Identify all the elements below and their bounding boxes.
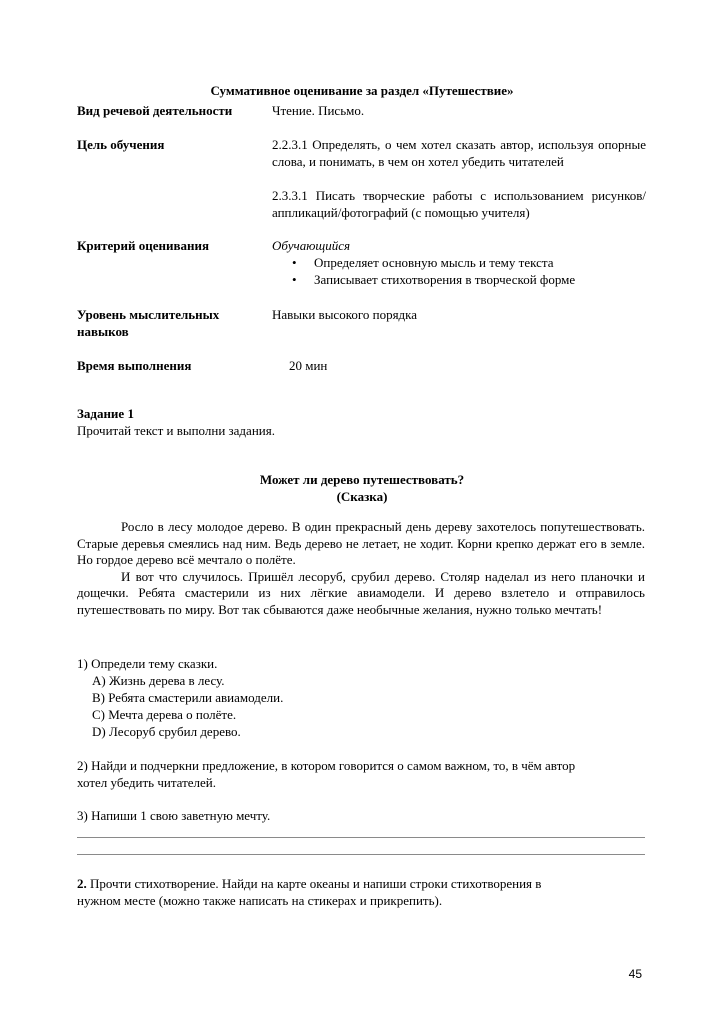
criteria-intro: Обучающийся [272, 238, 351, 253]
criteria-item: • Определяет основную мысль и тему текста [290, 254, 575, 271]
time-label: Время выполнения [77, 358, 192, 373]
answer-option: D) Лесоруб срубил дерево. [92, 724, 241, 739]
question-1-options [92, 672, 283, 740]
question-3: 3) Напиши 1 свою заветную мечту. [77, 808, 271, 823]
story-paragraph: И вот что случилось. Пришёл лесоруб, срубил дерево. Столяр наделал из него планочки и дощечки. Ребята смастерили из них лёгкие авиамодели. И дерево взлетело и отправилось путешествовать по миру. Вот так сбываются даже необычные желания, нужно только мечтать! [77, 568, 645, 617]
goal-objective-2: 2.3.3.1 Писать творческие работы с использованием рисунков/ аппликаций/фотографий (с помощью учителя) [272, 188, 646, 220]
answer-option: A) Жизнь дерева в лесу. [92, 673, 225, 688]
story-title: Может ли дерево путешествовать? [259, 472, 465, 487]
story-text [77, 519, 645, 618]
task2-line1 [77, 876, 541, 893]
story-paragraph: Росло в лесу молодое дерево. В один прекрасный день дереву захотелось попутешествовать. Старые деревья смеялись над ним. Ведь дерево не летает, не ходит. Корни крепко держат его в земле. Но гордое дерево всё мечтало о полёте. [77, 519, 645, 567]
page-number: 45 [628, 967, 642, 981]
question-1: 1) Определи тему сказки. [77, 656, 218, 671]
criteria-list [290, 254, 575, 288]
goal-label: Цель обучения [77, 137, 165, 152]
answer-line[interactable] [77, 837, 645, 838]
criteria-item: • Записывает стихотворения в творческой форме [290, 271, 575, 288]
task1-heading: Задание 1 [77, 406, 134, 421]
answer-line[interactable] [77, 854, 645, 855]
task2-number: 2. [77, 876, 87, 891]
page-title: Суммативное оценивание за раздел «Путешествие» [210, 83, 514, 98]
goal-objective-1: 2.2.3.1 Определять, о чем хотел сказать автор, используя опорные слова, и понимать, в чем он хотел убедить читателей [272, 137, 646, 169]
level-label-line2: навыков [77, 324, 129, 339]
answer-option: B) Ребята смастерили авиамодели. [92, 690, 284, 705]
activity-value: Чтение. Письмо. [272, 103, 365, 118]
activity-label: Вид речевой деятельности [77, 103, 233, 118]
question-2-line2: хотел убедить читателей. [77, 775, 217, 790]
task1-instruction: Прочитай текст и выполни задания. [77, 423, 275, 438]
answer-option: C) Мечта дерева о полёте. [92, 707, 237, 722]
question-2-line1: 2) Найди и подчеркни предложение, в котором говорится о самом важном, то, в чём автор [77, 758, 576, 773]
task2-instruction: Прочти стихотворение. Найди на карте океаны и напиши строки стихотворения в [86, 876, 542, 891]
level-label-line1: Уровень мыслительных [77, 307, 220, 322]
story-subtitle: (Сказка) [336, 489, 388, 504]
level-value: Навыки высокого порядка [272, 307, 418, 322]
task2-line2: нужном месте (можно также написать на стикерах и прикрепить). [77, 893, 443, 908]
time-value: 20 мин [289, 358, 328, 373]
criteria-label: Критерий оценивания [77, 238, 210, 253]
